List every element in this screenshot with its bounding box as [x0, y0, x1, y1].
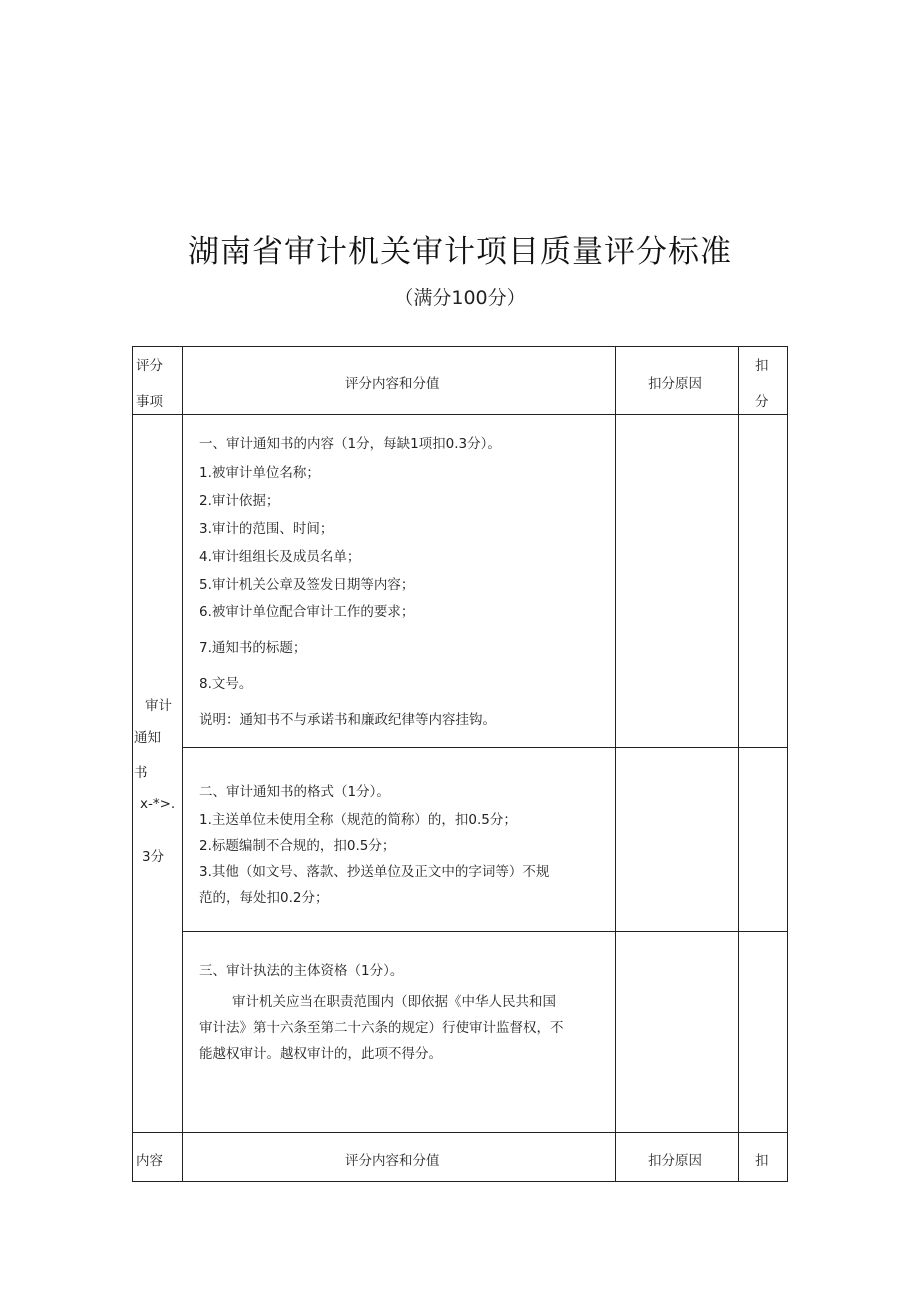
footer-deduct: 扣	[755, 1153, 769, 1169]
table-border-top	[132, 346, 788, 347]
table-border-bottom	[132, 1181, 788, 1182]
section1-item: 1.被审计单位名称；	[199, 465, 320, 481]
row-divider-1	[182, 747, 788, 748]
header-category-line1: 评分	[136, 358, 163, 374]
row-divider-2	[182, 931, 788, 932]
section3-line: 审计法》第十六条至第二十六条的规定）行使审计监督权，不	[199, 1020, 564, 1036]
section2-item: 2.标题编制不合规的，扣0.5分；	[199, 838, 396, 854]
table-border-right	[787, 346, 788, 1182]
col-divider-3	[738, 346, 739, 1182]
section1-item: 2.审计依据；	[199, 493, 280, 509]
section2-heading: 二、审计通知书的格式（1分）。	[199, 784, 390, 800]
category-line2: 通知	[134, 730, 161, 746]
category-line1: 审计	[145, 698, 172, 714]
header-deduct-line1: 扣	[755, 358, 769, 374]
section2-item: 范的，每处扣0.2分；	[199, 890, 329, 906]
section2-item: 1.主送单位未使用全称（规范的简称）的，扣0.5分；	[199, 812, 517, 828]
section1-item: 3.审计的范围、时间；	[199, 521, 334, 537]
section1-item: 7.通知书的标题；	[199, 640, 307, 656]
header-reason: 扣分原因	[648, 376, 702, 392]
section1-item: 4.审计组组长及成员名单；	[199, 549, 361, 565]
header-content: 评分内容和分值	[345, 376, 440, 392]
table-border-left	[132, 346, 133, 1182]
section3-heading: 三、审计执法的主体资格（1分）。	[199, 963, 404, 979]
section1-item: 5.审计机关公章及签发日期等内容；	[199, 577, 415, 593]
footer-reason: 扣分原因	[648, 1153, 702, 1169]
footer-category: 内容	[136, 1153, 163, 1169]
section1-item: 6.被审计单位配合审计工作的要求；	[199, 604, 415, 620]
category-line4: x-*>.	[140, 796, 176, 812]
header-deduct-line2: 分	[755, 394, 769, 410]
col-divider-2	[615, 346, 616, 1182]
page-subtitle: （满分100分）	[394, 287, 526, 309]
row-divider-3	[132, 1132, 788, 1133]
section1-item: 8.文号。	[199, 676, 253, 692]
header-category-line2: 事项	[136, 394, 163, 410]
section1-note: 说明：通知书不与承诺书和廉政纪律等内容挂钩。	[199, 712, 496, 728]
section3-line: 审计机关应当在职责范围内（即依据《中华人民共和国	[232, 994, 556, 1010]
footer-content: 评分内容和分值	[345, 1153, 440, 1169]
category-line5: 3分	[142, 849, 165, 865]
table-header-divider	[132, 414, 788, 415]
col-divider-1	[182, 346, 183, 1182]
page-title: 湖南省审计机关审计项目质量评分标准	[188, 234, 732, 270]
section3-line: 能越权审计。越权审计的，此项不得分。	[199, 1046, 442, 1062]
section1-heading: 一、审计通知书的内容（1分，每缺1项扣0.3分）。	[199, 436, 501, 452]
section2-item: 3.其他（如文号、落款、抄送单位及正文中的字词等）不规	[199, 864, 550, 880]
category-line3: 书	[134, 765, 148, 781]
